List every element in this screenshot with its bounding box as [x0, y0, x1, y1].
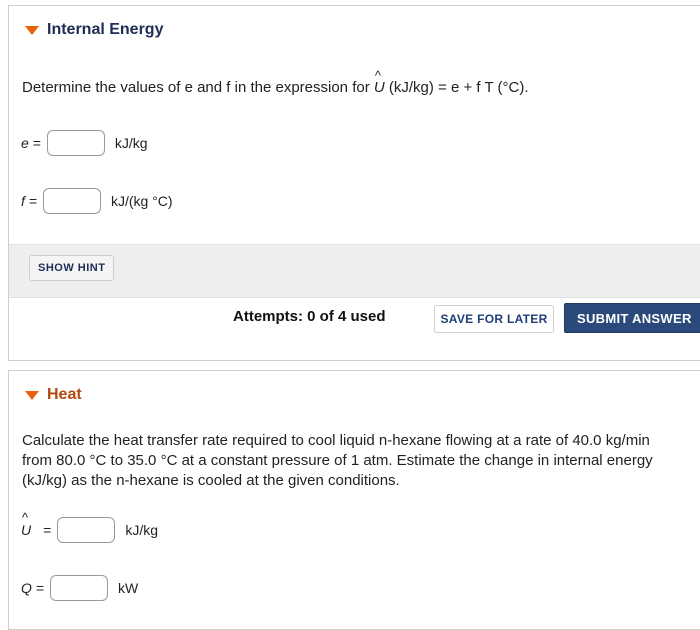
f-answer-row: [21, 188, 173, 214]
attempts-text: Attempts: 0 of 4 used: [233, 308, 386, 325]
heat-header[interactable]: [25, 386, 82, 404]
collapse-triangle-icon[interactable]: [25, 391, 39, 400]
section-title: Heat: [47, 386, 82, 403]
u-hat-symbol: ^ U: [374, 78, 385, 98]
internal-energy-panel: [8, 5, 700, 361]
section-title: Internal Energy: [47, 21, 164, 38]
q-answer-row: [21, 575, 138, 601]
question-text: [22, 78, 529, 98]
show-hint-button[interactable]: SHOW HINT: [29, 255, 114, 281]
heat-question-text: Calculate the heat transfer rate required to cool liquid n-hexane flowing at a rate of 40.0 kg/min from 80.0 °C to 35.0 °C at a constant pressure of 1 atm. Estimate the change in internal energy (kJ/kg) as the n-hexane is cooled at the given conditions.: [22, 432, 653, 489]
e-unit: kJ/kg: [114, 135, 148, 151]
u-hat-label: ^ U: [21, 522, 31, 538]
u-input[interactable]: [57, 517, 115, 543]
internal-energy-header[interactable]: [25, 21, 163, 39]
e-input[interactable]: [47, 130, 105, 156]
save-for-later-button[interactable]: SAVE FOR LATER: [434, 305, 554, 333]
heat-panel: [8, 370, 700, 630]
f-unit: kJ/(kg °C): [110, 193, 173, 209]
question-suffix: (kJ/kg) = e + f T (°C).: [384, 79, 529, 96]
u-answer-row: [21, 517, 158, 543]
submit-answer-button[interactable]: SUBMIT ANSWER: [564, 303, 700, 333]
u-unit: kJ/kg: [125, 522, 158, 538]
collapse-triangle-icon[interactable]: [25, 26, 39, 35]
u-equals: =: [43, 522, 52, 538]
f-input[interactable]: [43, 188, 101, 214]
hint-bar: [9, 244, 700, 298]
e-label: e =: [21, 135, 41, 151]
q-label: Q =: [21, 580, 44, 596]
q-unit: kW: [117, 580, 139, 596]
q-input[interactable]: [50, 575, 108, 601]
e-answer-row: [21, 130, 148, 156]
question-prefix: Determine the values of e and f in the expression for: [22, 79, 374, 96]
f-label: f =: [21, 193, 37, 209]
